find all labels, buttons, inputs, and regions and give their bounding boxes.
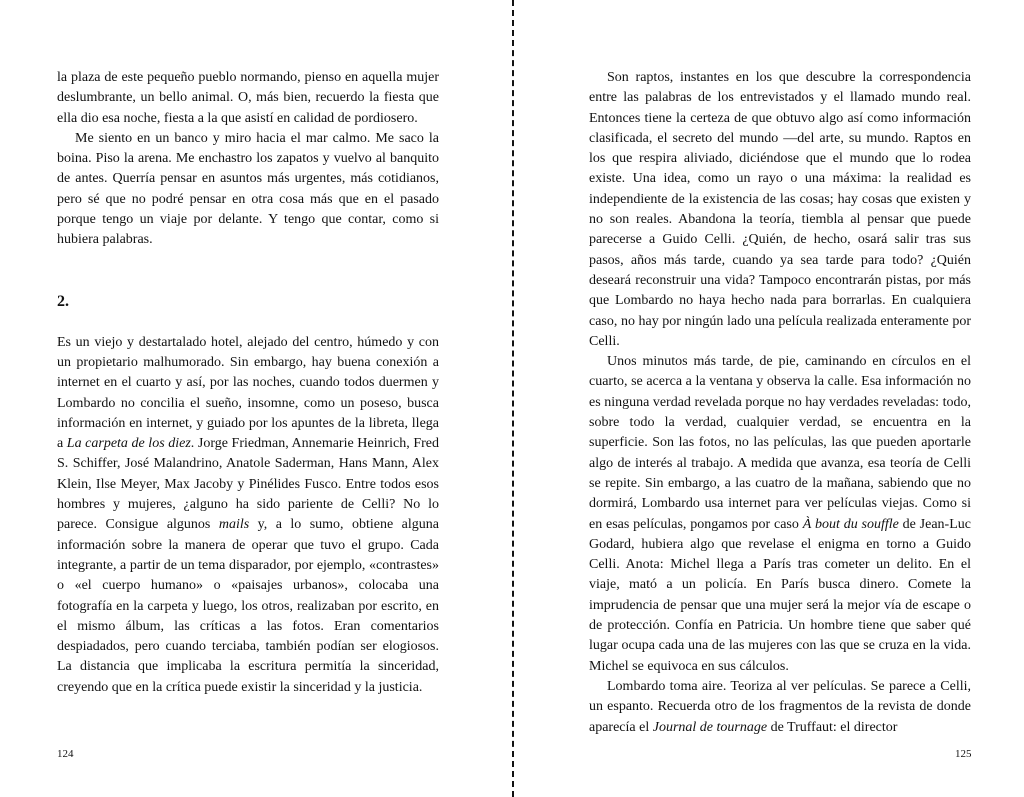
paragraph: la plaza de este pequeño pueblo normando, pienso en aquella mujer deslumbrante, un bello animal. O, más bien, recuerdo la fiesta que ella dio esa noche, fiesta a la que asistí en calidad de pordiosero. [57,70,439,126]
text-run: y, a lo sumo, obtiene alguna información sobre la manera de operar que tuvo el grupo. Cada integrante, a partir de un tema disparador, por ejemplo, «contrastes» o «el cuerpo humano» o «paisajes urbanos», colocaba una fotografía en la carpeta y luego, los otros, realizaban por escrito, en el mismo álbum, las críticas a las fotos. Eran comentarios despiadados, pero cuando terciaba, también podían ser elogiosos. La distancia que implicaba la escritura permitía la sinceridad, creyendo que en la crítica puede existir la sinceridad y la justicia. [57,517,439,695]
page-fold-divider [512,0,514,797]
paragraph [589,677,971,738]
italic-word: mails [218,517,250,533]
paragraph: Me siento en un banco y miro hacia el mar calmo. Me saco la boina. Piso la arena. Me enchastro los zapatos y vuelvo al banquito de antes. Querría pensar en asuntos más urgentes, más cotidianos, pero sé que no podré pensar en otra cosa más que en el pasado porque tengo un viaje por delante. Y tengo que contar, como si hubiera palabras. [57,130,439,248]
text-run: de Truffaut: el director [767,719,898,735]
page-number-left: 124 [57,748,74,760]
right-page [589,68,971,738]
paragraph: Son raptos, instantes en los que descubre la correspondencia entre las palabras de los entrevistados y el llamado mundo real. Entonces tiene la certeza de que obtuvo algo así como información clasificada, el secreto del mundo —del arte, su mundo. Raptos en los que respira aliviado, diciéndose que el mundo que lo rodea existe. Una idea, como un rayo o una máxima: la realidad es independiente de la existencia de las cosas; hay cosas que existen y no son reales. Abandona la teoría, tiembla al pensar que puede parecerse a Guido Celli. ¿Quién, de hecho, osará salir tras sus pasos, años más tarde, cuando ya sea tarde para todo? ¿Quién deseará reconstruir una vida? Tampoco encontrarán pistas, por más que Lombardo no haya hecho nada para borrarlas. En cualquiera caso, no hay por ningún lado una película realizada enteramente por Celli. [589,70,971,349]
italic-title: À bout du souffle [802,516,899,532]
paragraph [589,352,971,677]
text-run: . Jorge Friedman, Annemarie Heinrich, Fred S. Schiffer, José Malandrino, Anatole Saderman, Hans Mann, Alex Klein, Ilse Meyer, Max Jacoby y Pinélides Fusco. Entre todos esos hombres y mujeres, ¿alguno ha sido pariente de Celli? No lo parece. Consigue algunos [57,436,440,533]
spacer [57,251,439,292]
chapter-heading: 2. [57,292,69,310]
spacer [57,312,439,333]
text-run: de Jean-Luc Godard, hubiera algo que revelase el enigma en torno a Guido Celli. Anota: Michel llega a París tras cometer un delito. En el viaje, mató a un policía. En París busca dinero. Comete la imprudencia de pensar que una mujer será la mejor vía de escape o de protección. Confía en Patricia. Un hombre tiene que saber qué lugar ocupa cada una de las mujeres con las que se cruza en la vida. Michel se equivoca en sus cálculos. [589,516,971,674]
italic-title: La carpeta de los diez [66,436,191,452]
text-run: Lombardo toma aire. Teoriza al ver películas. Se parece a Celli, un espanto. Recuerda otro de los fragmentos de la revista de donde aparecía el [589,678,971,735]
paragraph [57,333,439,698]
italic-title: Journal de tournage [652,719,768,735]
page-number-right: 125 [955,748,972,760]
text-run: Es un viejo y destartalado hotel, alejado del centro, húmedo y con un propietario malhumorado. Sin embargo, hay buena conexión a internet en el cuarto y así, por las noches, cuando todos duermen y Lombardo no concilia el sueño, insomne, como un poseso, busca información en internet, y guiado por los apuntes de la libreta, llega a [57,334,439,452]
text-run: Unos minutos más tarde, de pie, caminando en círculos en el cuarto, se acerca a la ventana y observa la calle. Esa información no es ninguna verdad revelada porque no hay verdades reveladas: todo, sobre todo la verdad, cualquier verdad, se encuentra en la superficie. Son las fotos, no las películas, las que pueden aportarle algo de interés al trabajo. A medida que avanza, esa teoría de Celli se repite. Sin embargo, a las cuatro de la mañana, sabiendo que no dormirá, Lombardo usa internet para ver películas viejas. Como si en esas películas, pongamos por caso [589,354,971,532]
left-page [57,68,439,698]
